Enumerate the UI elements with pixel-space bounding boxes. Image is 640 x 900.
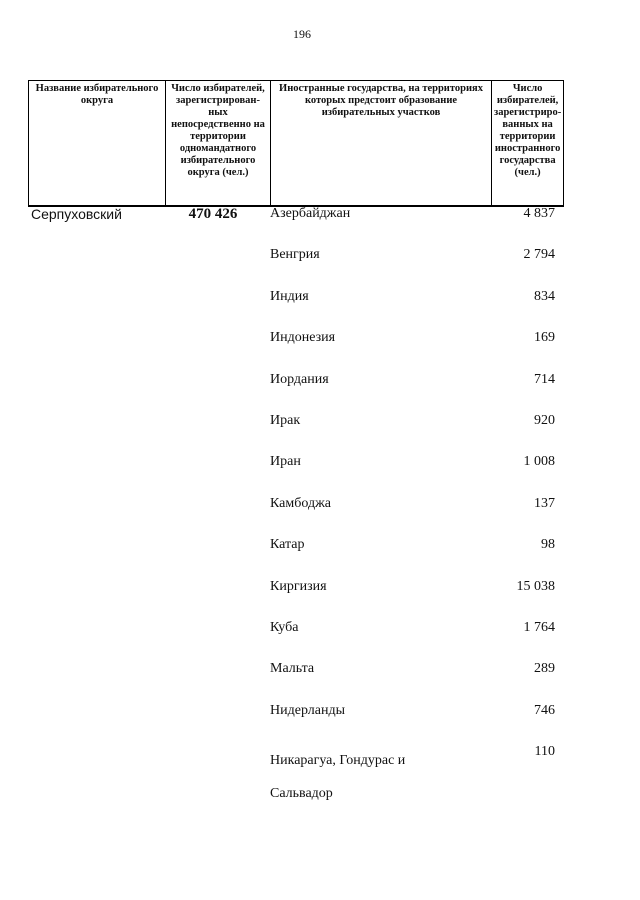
voter-count: 834 [534,288,555,304]
header-foreign-states: Иностранные государства, на территориях которых предстоит образование избирательных участков [271,81,492,207]
voter-count: 2 794 [523,247,555,263]
table-row [270,413,557,454]
voter-count: 746 [534,702,555,718]
header-voters-abroad: Число избирателей, зарегистриро-ванных на территории иностранного государства (чел.) [492,81,564,207]
table-row [270,744,557,824]
table-row [270,206,557,247]
table-row [270,620,557,661]
table-row [270,454,557,495]
table-row [270,703,557,744]
table-row [270,289,557,330]
voter-count: 98 [541,537,555,553]
country-name: Нидерланды [270,702,345,718]
table-row [270,330,557,371]
table-row [270,579,557,620]
voter-count: 110 [534,744,555,760]
country-name: Куба [270,619,299,635]
country-name: Иордания [270,371,329,387]
country-name: Катар [270,537,305,553]
voter-count: 15 038 [516,578,555,594]
voter-count: 169 [534,330,555,346]
table-row [270,661,557,702]
country-name: Камбоджа [270,495,331,511]
table-row [270,247,557,288]
country-list [270,206,557,824]
voter-count: 920 [534,412,555,428]
country-name: Иран [270,454,301,470]
table-row [270,372,557,413]
table-row [270,496,557,537]
voter-count: 4 837 [523,206,555,221]
country-name: Азербайджан [270,206,351,221]
table-header [28,80,564,207]
district-voters: 470 426 [188,206,238,222]
country-name: Индия [270,288,309,304]
country-name: Киргизия [270,578,327,594]
country-name: Венгрия [270,247,320,263]
page-number: 196 [293,27,311,41]
voter-count: 1 008 [523,454,555,470]
voter-count: 1 764 [523,619,555,635]
header-voters-count: Число избирателей, зарегистрирован-ных непосредственно на территории одномандатного избирательного округа (чел.) [166,81,271,207]
table-row [270,537,557,578]
country-name: Никарагуа, Гондурас и Сальвадор [270,753,406,802]
country-name: Мальта [270,661,315,677]
voter-count: 289 [534,661,555,677]
header-district-name: Название избирательного округа [29,81,166,207]
country-name: Индонезия [270,330,336,346]
voter-count: 714 [534,371,555,387]
district-name: Серпуховский [31,206,122,222]
country-name: Ирак [270,412,301,428]
voter-count: 137 [534,495,555,511]
